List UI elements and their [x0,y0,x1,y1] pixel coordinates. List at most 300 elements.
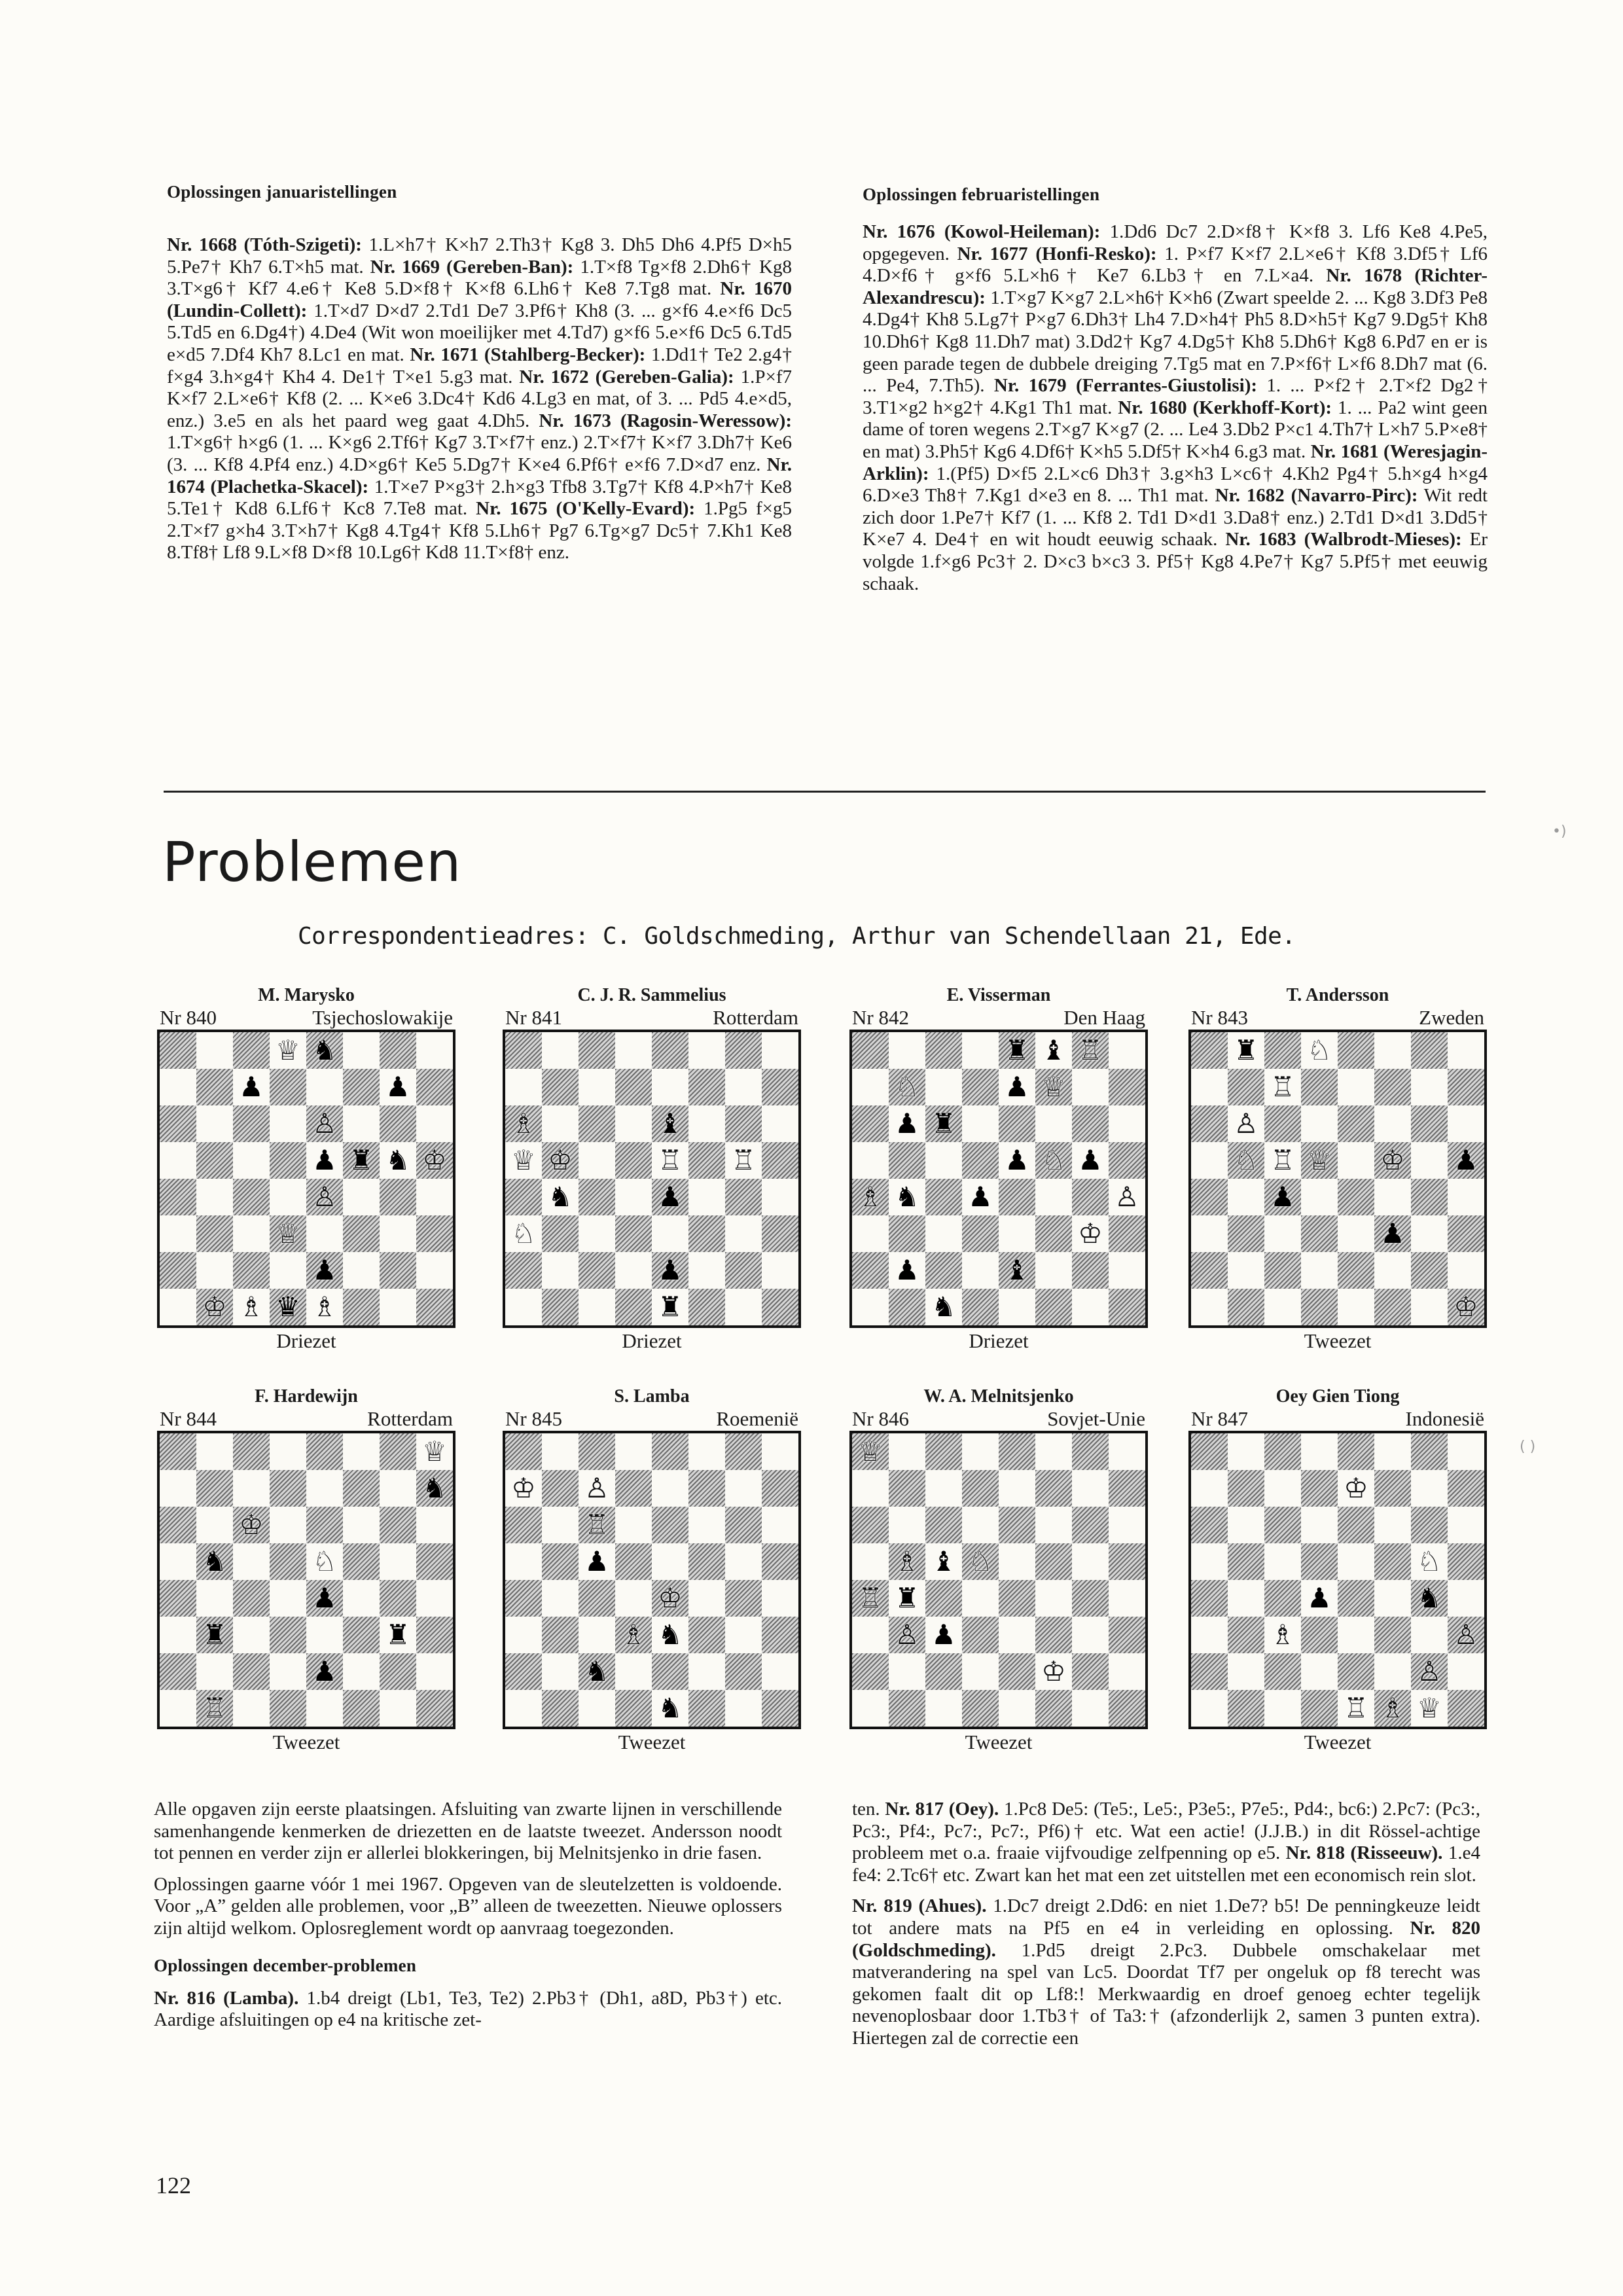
black-knight-icon: ♞ [385,1144,410,1176]
solution-text: Wit redt zich door 1.Pe7† Kf7 (1. ... Kf8 2. Td1 D×d1 3.Da8† enz.) 2.Td1 D×d1 3.Dd5† K×e7 4. De4† en wit houdt eeuwig schaak. [863,485,1488,550]
black-knight-icon: ♞ [931,1291,956,1323]
board-square-h3 [1109,1215,1145,1252]
board-square-b5 [196,1543,233,1580]
black-pawn-icon: ♟ [1005,1144,1029,1176]
black-rook-icon: ♜ [658,1291,683,1323]
heading-december-solutions: Oplossingen december-problemen [154,1955,417,1975]
board-square-e2 [999,1653,1035,1690]
solution-text: 1.(Pf5) D×f5 2.L×c6 Dh3† 3.g×h3 L×c6† 4.Kh2 Pg4† 5.h×g4 h×g4 6.D×e3 Th8† 7.Kg1 d×e3 en 8. ... Th1 mat. [863,463,1488,507]
black-rook-icon: ♜ [385,1619,410,1651]
board-square-c8 [925,1032,962,1069]
problem-reference: Nr. 1676 (Kowol-Heileman): [863,221,1101,242]
board-square-d2 [962,1653,999,1690]
board-square-c5 [233,1142,270,1179]
black-knight-icon: ♞ [202,1545,227,1577]
solution-text: Er volgde 1.f×g6 Pc3† 2. D×c3 b×c3 3. Pf5† Kg8 4.Pe7† Kg7 5.Pf5† met eeuwig schaak. [863,529,1488,594]
board-square-b3 [1228,1215,1264,1252]
board-square-a7 [160,1470,196,1507]
problem-number: Nr 846 [852,1407,909,1430]
board-square-e4 [306,1580,343,1617]
solution-text: 1.P×f7 K×f7 2.L×e6† Kf8 (2. ... K×e6 3.Dc4† Kd6 4.Lg3 en mat, of 3. ... Pd5 4.e×d5, enz.) 3.e5 en als het paard weg gaat 4.Dh5. [167,366,793,431]
board-square-a1 [852,1690,889,1727]
board-square-c6 [579,1105,615,1142]
white-bishop-icon: ♗ [858,1181,883,1213]
board-square-g8 [725,1433,762,1470]
board-square-f5 [1035,1543,1072,1580]
problem-info [849,1407,1148,1431]
board-square-g7 [1411,1069,1448,1105]
board-square-a4 [1191,1179,1228,1215]
problem-info [503,1407,801,1431]
board-square-f6 [1374,1507,1411,1543]
white-knight-icon: ♘ [312,1545,337,1577]
problem-number: Nr 844 [160,1407,217,1430]
problem-reference: Nr. 1670 (Lundin-Collett): [167,278,792,321]
board-square-e5 [306,1543,343,1580]
board-square-h4 [762,1179,798,1215]
board-square-c8 [233,1433,270,1470]
board-square-e7 [999,1069,1035,1105]
board-square-f1 [343,1690,380,1727]
board-square-f1 [1374,1690,1411,1727]
board-square-d1 [1301,1690,1338,1727]
board-square-e7 [306,1470,343,1507]
board-square-h4 [1109,1179,1145,1215]
board-square-h3 [762,1215,798,1252]
board-square-b1 [889,1289,925,1325]
board-square-b4 [1228,1179,1264,1215]
board-square-g3 [1411,1215,1448,1252]
black-pawn-icon: ♟ [658,1254,683,1286]
board-square-f3 [1374,1617,1411,1653]
board-square-c1 [1264,1690,1301,1727]
board-square-c5 [1264,1543,1301,1580]
board-square-h6 [416,1507,453,1543]
board-square-g4 [1411,1580,1448,1617]
black-knight-icon: ♞ [658,1619,683,1651]
board-square-f5 [1374,1543,1411,1580]
board-square-f4 [1374,1580,1411,1617]
board-square-g7 [1411,1470,1448,1507]
board-square-h2 [1109,1653,1145,1690]
board-square-h5 [1109,1543,1145,1580]
white-knight-icon: ♘ [1307,1034,1332,1066]
board-square-a7 [852,1069,889,1105]
board-square-h3 [416,1215,453,1252]
white-pawn-icon: ♙ [312,1107,337,1139]
board-square-a3 [852,1617,889,1653]
board-square-h2 [1448,1653,1484,1690]
board-square-c6 [1264,1105,1301,1142]
board-square-b3 [889,1617,925,1653]
board-square-d6 [962,1105,999,1142]
problem-info [157,1407,455,1431]
board-square-e5 [999,1543,1035,1580]
board-square-d7 [1301,1069,1338,1105]
board-square-d3 [270,1617,306,1653]
board-square-c7 [579,1069,615,1105]
board-square-f3 [1035,1617,1072,1653]
board-square-a1 [852,1289,889,1325]
board-square-h8 [1448,1032,1484,1069]
board-square-c4 [925,1580,962,1617]
board-square-e5 [652,1543,688,1580]
board-square-d4 [1301,1179,1338,1215]
board-square-e5 [999,1142,1035,1179]
board-square-f8 [688,1032,725,1069]
board-square-g8 [725,1032,762,1069]
board-square-g8 [380,1433,416,1470]
board-square-f7 [1374,1470,1411,1507]
board-square-b6 [1228,1507,1264,1543]
page-number: 122 [156,2172,191,2198]
board-square-h1 [1448,1289,1484,1325]
solution-text: 1.Dd1† Te2 2.g4† f×g4 3.h×g4† Kh4 4. De1† T×e1 5.g3 mat. [167,344,792,387]
board-square-f6 [688,1507,725,1543]
white-bishop-icon: ♗ [1270,1619,1295,1651]
problem-caption: Driezet [276,1329,336,1352]
board-square-d2 [615,1252,652,1289]
board-square-h6 [1448,1105,1484,1142]
board-square-f7 [688,1470,725,1507]
board-square-b7 [542,1470,579,1507]
black-knight-icon: ♞ [312,1034,337,1066]
board-square-a4 [505,1179,542,1215]
board-square-e8 [1338,1433,1374,1470]
board-square-g5 [725,1543,762,1580]
solution-text: 1. P×f7 K×f7 2.L×e6† Kf8 3.Df5† Lf6 4.D×f6† g×f6 5.L×h6† Ke7 6.Lb3† en 7.L×a4. [863,243,1488,287]
problem-reference: Nr. 1682 (Navarro-Pirc): [1215,485,1418,507]
board-square-h2 [1109,1252,1145,1289]
board-square-g7 [725,1470,762,1507]
black-knight-icon: ♞ [584,1655,609,1687]
board-square-e2 [999,1252,1035,1289]
board-square-d2 [270,1252,306,1289]
board-square-a4 [160,1179,196,1215]
board-square-g8 [1411,1433,1448,1470]
black-pawn-icon: ♟ [312,1254,337,1286]
chess-problem [157,985,455,1354]
board-square-a2 [505,1653,542,1690]
board-square-f6 [1035,1105,1072,1142]
problem-caption: Tweezet [272,1731,340,1753]
board-square-b3 [542,1617,579,1653]
board-square-h7 [1448,1069,1484,1105]
board-square-h7 [762,1069,798,1105]
board-square-g1 [725,1289,762,1325]
board-square-b3 [196,1215,233,1252]
board-square-g8 [1072,1433,1109,1470]
board-square-g6 [1072,1507,1109,1543]
black-pawn-icon: ♟ [658,1181,683,1213]
solution-text: Oplossingen gaarne vóór 1 mei 1967. Opgeven van de sleutelzetten is voldoende. Voor „A” gelden alle problemen, voor „B” alleen de tweezetten. Nieuwe oplossers zijn altijd welkom. Oplosreglement wordt op aanvraag toegezonden. [154,1873,782,1939]
board-square-e7 [306,1069,343,1105]
board-square-h7 [416,1470,453,1507]
board-square-f6 [688,1105,725,1142]
board-square-h2 [416,1653,453,1690]
board-square-d6 [270,1105,306,1142]
black-rook-icon: ♜ [895,1582,919,1614]
board-square-c5 [925,1142,962,1179]
board-square-g5 [725,1142,762,1179]
board-square-h8 [1109,1433,1145,1470]
board-square-h5 [762,1543,798,1580]
board-square-f8 [1035,1032,1072,1069]
board-square-d7 [1301,1470,1338,1507]
solution-text: 1.Pc8 De5: (Te5:, Le5:, P3e5:, P7e5:, Pd4:, bc6:) 2.Pc7: (Pc3:, Pc3:, Pf4:, Pc7:, Pc7:, Pf6)† etc. Wat een actie! (J.J.B.) in dit Rössel-achtige probleem met o.a. fraaie vijfvoudige zelfpenning op e5. [852,1799,1480,1864]
white-queen-icon: ♕ [1307,1144,1332,1176]
board-square-c4 [579,1580,615,1617]
board-square-c3 [925,1617,962,1653]
board-square-f3 [343,1215,380,1252]
board-square-d5 [962,1142,999,1179]
board-square-f1 [1035,1289,1072,1325]
board-square-f7 [343,1470,380,1507]
board-square-c6 [925,1105,962,1142]
board-square-e8 [306,1032,343,1069]
board-square-b4 [542,1580,579,1617]
board-square-e1 [999,1289,1035,1325]
problem-info [157,1006,455,1030]
board-square-g1 [1411,1289,1448,1325]
board-square-a1 [505,1289,542,1325]
board-square-a8 [160,1433,196,1470]
board-square-h3 [1448,1617,1484,1653]
problem-reference: Nr. 1678 (Richter-Alexandrescu): [863,265,1488,308]
board-square-f1 [688,1690,725,1727]
white-king-icon: ♔ [422,1144,447,1176]
board-square-b8 [196,1433,233,1470]
chess-problem [1188,985,1487,1354]
board-square-f8 [1035,1433,1072,1470]
section-divider [164,791,1486,793]
board-square-d3 [615,1617,652,1653]
february-paragraph [863,221,1488,595]
board-square-b4 [889,1580,925,1617]
board-square-f3 [688,1617,725,1653]
board-square-f7 [688,1069,725,1105]
chess-board [503,1431,801,1729]
white-queen-icon: ♕ [422,1435,447,1467]
board-square-g4 [1072,1580,1109,1617]
problem-reference: Nr. 820 (Goldschmeding). [852,1917,1480,1961]
white-pawn-icon: ♙ [584,1472,609,1504]
board-square-g6 [1411,1105,1448,1142]
board-square-a2 [1191,1252,1228,1289]
board-square-g6 [380,1507,416,1543]
board-square-b4 [542,1179,579,1215]
board-square-f8 [343,1433,380,1470]
board-square-b5 [542,1142,579,1179]
board-square-h6 [762,1507,798,1543]
board-square-a6 [160,1105,196,1142]
board-square-a2 [160,1252,196,1289]
board-square-f5 [1035,1142,1072,1179]
board-square-g2 [380,1653,416,1690]
problem-caption: Tweezet [965,1731,1033,1753]
problem-caption: Tweezet [1304,1329,1372,1352]
board-square-e3 [1338,1617,1374,1653]
board-square-a8 [505,1032,542,1069]
solution-text: 1.T×e7 P×g3† 2.h×g3 Tfb8 3.Tg7† Kf8 4.P×h7† Ke8 5.Te1† Kd8 6.Lf6† Kc8 7.Te8 mat. [167,476,792,520]
chess-problem [157,1386,455,1755]
board-square-c3 [233,1215,270,1252]
board-square-c3 [925,1215,962,1252]
white-king-icon: ♔ [1041,1655,1066,1687]
board-square-a2 [505,1252,542,1289]
board-square-c2 [1264,1653,1301,1690]
heading-january-solutions: Oplossingen januaristellingen [167,182,397,202]
board-square-h6 [416,1105,453,1142]
white-knight-icon: ♘ [968,1545,993,1577]
board-square-d3 [962,1215,999,1252]
problem-reference: Nr. 1668 (Tóth-Szigeti): [167,234,362,255]
board-square-h4 [1448,1179,1484,1215]
board-square-f4 [343,1580,380,1617]
problem-info [849,1006,1148,1030]
board-square-d1 [270,1289,306,1325]
board-square-c6 [233,1105,270,1142]
board-square-b8 [889,1032,925,1069]
problem-country: Sovjet-Unie [1047,1407,1145,1430]
board-square-e2 [1338,1653,1374,1690]
board-square-e8 [1338,1032,1374,1069]
board-square-b4 [889,1179,925,1215]
board-square-a5 [852,1543,889,1580]
board-square-d1 [615,1690,652,1727]
board-square-a3 [852,1215,889,1252]
board-square-b7 [196,1470,233,1507]
heading-february-solutions: Oplossingen februaristellingen [863,185,1100,204]
problem-caption: Driezet [969,1329,1029,1352]
board-square-b2 [1228,1653,1264,1690]
board-square-f1 [343,1289,380,1325]
board-square-e3 [306,1215,343,1252]
board-square-d7 [270,1069,306,1105]
board-square-e7 [1338,1069,1374,1105]
board-square-b7 [1228,1470,1264,1507]
board-square-f8 [1374,1032,1411,1069]
board-square-c6 [233,1507,270,1543]
board-square-h2 [762,1653,798,1690]
board-square-e4 [652,1580,688,1617]
board-square-c4 [233,1580,270,1617]
board-square-b4 [196,1179,233,1215]
board-square-d1 [615,1289,652,1325]
board-square-c3 [579,1215,615,1252]
problem-number: Nr 840 [160,1006,217,1029]
board-square-c3 [233,1617,270,1653]
board-square-a1 [505,1690,542,1727]
chess-board [157,1030,455,1328]
board-square-a1 [160,1690,196,1727]
board-square-a7 [1191,1470,1228,1507]
board-square-c1 [925,1289,962,1325]
board-square-b1 [1228,1690,1264,1727]
board-square-h5 [416,1142,453,1179]
problem-number: Nr 841 [505,1006,562,1029]
board-square-h8 [416,1032,453,1069]
board-square-h6 [1109,1105,1145,1142]
black-bishop-icon: ♝ [931,1545,956,1577]
problem-info [1188,1006,1487,1030]
board-square-b7 [1228,1069,1264,1105]
solution-text: 1.Pg5 f×g5 2.T×f7 g×h4 3.T×h7† Kg8 4.Tg4† Kf8 5.Lh6† Pg7 6.Tg×g7 Dc5† 7.Kh1 Ke8 8.Tf8† Lf8 9.L×f8 D×f8 10.Lg6† Kd8 11.T×f8† enz. [167,498,793,564]
board-square-f3 [343,1617,380,1653]
board-square-e3 [652,1617,688,1653]
black-pawn-icon: ♟ [584,1545,609,1577]
board-square-h2 [416,1252,453,1289]
problem-country: Zweden [1419,1006,1484,1029]
white-rook-icon: ♖ [202,1692,227,1724]
board-square-f6 [1035,1507,1072,1543]
board-square-c8 [1264,1433,1301,1470]
board-square-d8 [962,1032,999,1069]
black-knight-icon: ♞ [548,1181,573,1213]
problem-caption: Tweezet [618,1731,686,1753]
board-square-e7 [652,1069,688,1105]
february-solutions-text [863,221,1488,595]
board-square-b2 [196,1653,233,1690]
board-square-d2 [962,1252,999,1289]
black-pawn-icon: ♟ [1270,1181,1295,1213]
white-knight-icon: ♘ [895,1071,919,1103]
board-square-d4 [962,1179,999,1215]
margin-mark-top: •) [1552,823,1567,840]
problem-number: Nr 843 [1191,1006,1248,1029]
board-square-c5 [233,1543,270,1580]
board-square-b1 [889,1690,925,1727]
chess-board [157,1431,455,1729]
december-paragraph [852,1895,1480,2049]
board-square-g6 [725,1507,762,1543]
board-square-h4 [762,1580,798,1617]
board-square-c4 [925,1179,962,1215]
board-square-e4 [652,1179,688,1215]
black-rook-icon: ♜ [931,1107,956,1139]
board-square-d8 [1301,1433,1338,1470]
board-square-c5 [1264,1142,1301,1179]
board-square-f8 [688,1433,725,1470]
board-square-e4 [999,1580,1035,1617]
board-square-f4 [1374,1179,1411,1215]
board-square-d6 [1301,1105,1338,1142]
correspondence-address: Correspondentieadres: C. Goldschmeding, Arthur van Schendellaan 21, Ede. [298,923,1296,950]
board-square-e8 [652,1032,688,1069]
board-square-e5 [306,1142,343,1179]
board-square-d6 [270,1507,306,1543]
january-solutions-text [167,234,792,564]
board-square-e6 [999,1507,1035,1543]
board-square-c8 [1264,1032,1301,1069]
board-square-c7 [579,1470,615,1507]
board-square-d8 [1301,1032,1338,1069]
board-square-a5 [1191,1543,1228,1580]
white-king-icon: ♔ [239,1509,264,1541]
problem-reference: Nr. 1677 (Honfi-Resko): [957,243,1157,264]
solution-text: ten. [852,1799,885,1820]
black-pawn-icon: ♟ [1307,1582,1332,1614]
board-square-e7 [652,1470,688,1507]
board-square-g4 [725,1580,762,1617]
white-king-icon: ♔ [548,1144,573,1176]
solution-text: 1.T×g7 K×g7 2.L×h6† K×h6 (Zwart speelde 2. ... Kg8 3.Df3 Pe8 4.Dg4† Kh8 5.Lg7† P×g7 6.Dh3† Lh4 7.D×h4† Ph5 8.D×h5† Kg7 9.Dg5† Kh8 10.Dh6† Kg8 11.Dh7 mat) 3.Dd2† Kg7 4.Dg5† Kh8 5.Dh6† Kg8 6.Pd7 en er is geen parade tegen de dubbele dreiging 7.Tg5 mat en 7.P×f6† L×f6 8.Dh7 mat (6. ... Pe4, 7.Th5). [863,287,1488,397]
board-square-g5 [380,1142,416,1179]
board-square-h5 [1109,1142,1145,1179]
board-square-b5 [889,1543,925,1580]
board-square-b3 [542,1215,579,1252]
board-square-d7 [962,1069,999,1105]
